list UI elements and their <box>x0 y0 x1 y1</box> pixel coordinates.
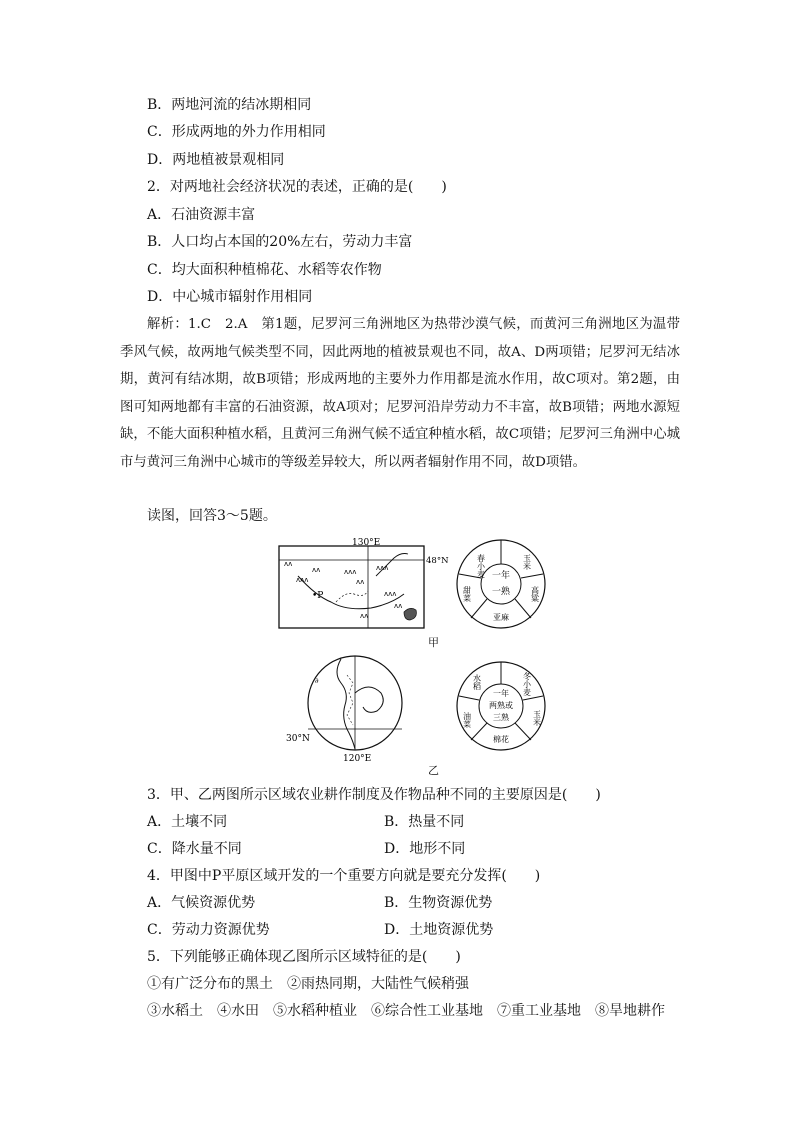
q2-option-c: C．均大面积种植棉花、水稻等农作物 <box>147 262 382 278</box>
svg-text:ᴧᴧᴧ: ᴧᴧᴧ <box>376 564 389 572</box>
q5-statements-line1: ①有广泛分布的黑土 ②雨热同期，大陆性气候稍强 <box>147 976 469 992</box>
svg-text:ᴧᴧ: ᴧᴧ <box>312 566 321 574</box>
jia-lat-label: 48°N <box>426 556 449 566</box>
q4-stem: 4．甲图中P平原区域开发的一个重要方向就是要充分发挥( ) <box>147 868 541 884</box>
q4-option-d: D．土地资源优势 <box>384 922 494 938</box>
svg-text:ᴧᴧ: ᴧᴧ <box>360 612 369 620</box>
q1-option-d: D．两地植被景观相同 <box>147 152 285 168</box>
q3-stem: 3．甲、乙两图所示区域农业耕作制度及作物品种不同的主要原因是( ) <box>147 787 601 803</box>
q1-option-b: B．两地河流的结冰期相同 <box>147 97 312 113</box>
svg-text:一熟: 一熟 <box>491 587 511 597</box>
svg-text:ᴧᴧᴧ: ᴧᴧᴧ <box>296 576 309 584</box>
wheel-yi-item-2: 玉米 <box>532 710 542 726</box>
wheel-yi-item-3: 棉花 <box>493 735 509 744</box>
wheel-yi-item-4: 油菜 <box>462 712 472 728</box>
crop-wheel-yi <box>455 660 547 752</box>
svg-text:三熟: 三熟 <box>493 713 509 722</box>
wheel-yi-item-5: 水稻 <box>472 674 482 690</box>
q4-option-c: C．劳动力资源优势 <box>147 922 270 938</box>
svg-text:一年: 一年 <box>491 571 511 581</box>
q2-option-a: A．石油资源丰富 <box>147 207 256 223</box>
svg-text:ᴧᴧᴧ: ᴧᴧᴧ <box>384 590 397 598</box>
caption-yi: 乙 <box>428 764 439 777</box>
wheel-jia-item-2: 玉米 <box>522 554 532 570</box>
svg-text:ᴧᴧᴧ: ᴧᴧᴧ <box>344 568 357 576</box>
yi-lon-label: 120°E <box>343 754 372 764</box>
q4-option-a: A．气候资源优势 <box>147 895 256 911</box>
q3-option-a: A．土壤不同 <box>147 814 228 830</box>
svg-text:ᴧᴧ: ᴧᴧ <box>284 560 293 568</box>
q4-option-b: B．生物资源优势 <box>384 895 493 911</box>
q3-option-d: D．地形不同 <box>384 841 466 857</box>
q2-option-b: B．人口均占本国的20%左右，劳动力丰富 <box>147 234 413 250</box>
q1-option-c: C．形成两地的外力作用相同 <box>147 124 326 140</box>
q3-option-c: C．降水量不同 <box>147 841 242 857</box>
point-p-label: •P <box>312 591 324 601</box>
q5-statements-line2: ③水稻土 ④水田 ⑤水稻种植业 ⑥综合性工业基地 ⑦重工业基地 ⑧旱地耕作 <box>147 1003 665 1019</box>
wheel-jia-item-5: 甜菜 <box>462 586 472 602</box>
q2-stem: 2．对两地社会经济状况的表述，正确的是( ) <box>147 179 447 195</box>
wheel-yi-item-1: 冬小麦 <box>522 672 532 696</box>
read-instruction: 读图，回答3～5题。 <box>147 508 277 524</box>
q2-option-d: D．中心城市辐射作用相同 <box>147 289 313 305</box>
svg-text:ᴧᴧ: ᴧᴧ <box>356 578 365 586</box>
jia-lon-label: 130°E <box>352 538 381 548</box>
wheel-jia-item-1: 春小麦 <box>476 554 486 578</box>
svg-text:一年: 一年 <box>493 689 509 698</box>
yi-lat-label: 30°N <box>286 734 310 744</box>
map-yi <box>283 653 411 765</box>
map-jia <box>276 536 449 632</box>
analysis-paragraph: 解析：1.C 2.A 第1题，尼罗河三角洲地区为热带沙漠气候，而黄河三角洲地区为温带季风气候，故两地气候类型不同，因此两地的植被景观也不同，故A、D两项错；尼罗河无结冰期，黄河有结冰期，故B项错；形成两地的主要外力作用都是流水作用，故C项对。第2题，由图可知两地都有丰富的石油资源，故A项对；尼罗河沿岸劳动力不丰富，故B项错；两地水源短缺，不能大面积种植水稻，且黄河三角洲气候不适宜种植水稻，故C项错；尼罗河三角洲中心城市与黄河三角洲中心城市的等级差异较大，所以两者辐射作用不同，故D项错。 <box>120 317 680 470</box>
caption-jia: 甲 <box>428 636 439 649</box>
wheel-jia-item-3: 高粱 <box>530 586 540 602</box>
svg-text:两熟或: 两熟或 <box>489 701 513 710</box>
q3-option-b: B．热量不同 <box>384 814 465 830</box>
wheel-jia-item-4: 亚麻 <box>493 613 509 622</box>
svg-text:∂: ∂ <box>315 677 319 685</box>
crop-wheel-jia <box>455 538 547 630</box>
q5-stem: 5．下列能够正确体现乙图所示区域特征的是( ) <box>147 949 461 965</box>
svg-text:ᴧᴧ: ᴧᴧ <box>394 602 403 610</box>
